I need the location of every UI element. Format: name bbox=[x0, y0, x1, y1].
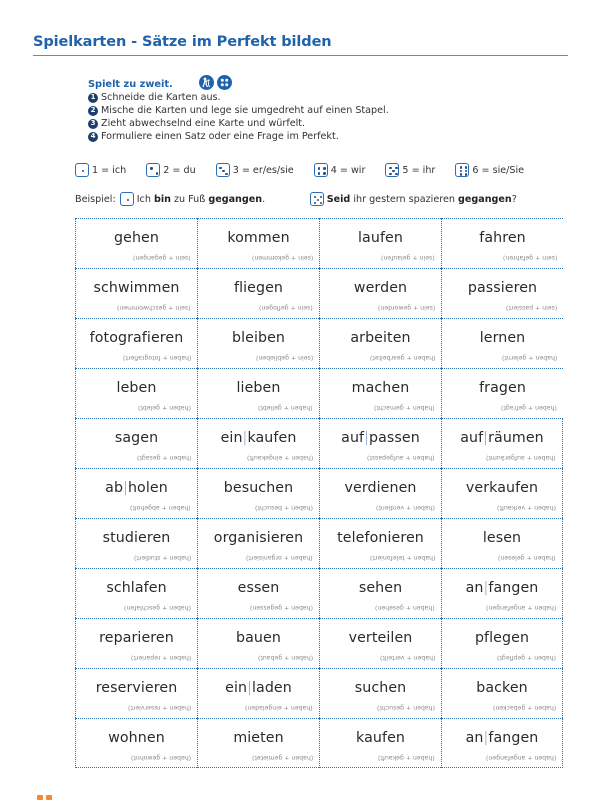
verb-infinitive: arbeiten bbox=[350, 330, 411, 346]
die-face-3-icon bbox=[216, 163, 230, 177]
dice-legend-item bbox=[455, 163, 524, 177]
dice-legend-label: 5 = ihr bbox=[402, 164, 436, 176]
step-4 bbox=[88, 130, 389, 143]
step-number: 2 bbox=[88, 106, 98, 116]
card-row bbox=[75, 318, 563, 368]
verb-infinitive: besuchen bbox=[223, 480, 294, 496]
verb-infinitive: sehen bbox=[358, 580, 403, 596]
perfect-form-hint: (sein + passiert) bbox=[505, 304, 557, 311]
card-row bbox=[75, 618, 563, 668]
verb-card bbox=[441, 668, 563, 718]
page-corner-mark bbox=[37, 795, 43, 800]
example-sentence-2 bbox=[310, 192, 517, 206]
perfect-form-hint: (haben + verteilt) bbox=[379, 654, 435, 661]
verb-card bbox=[441, 718, 563, 768]
verb-card bbox=[75, 468, 197, 518]
verb-infinitive: laufen bbox=[358, 230, 403, 246]
perfect-form-hint: (haben + gewohnt) bbox=[130, 754, 191, 761]
perfect-form-hint: (haben + gemietet) bbox=[251, 754, 313, 761]
die-face-1-icon bbox=[120, 192, 134, 206]
verb-card bbox=[197, 218, 319, 268]
card-row bbox=[75, 468, 563, 518]
example-sentence-1 bbox=[120, 192, 288, 206]
perfect-form-hint: (haben + eingeladen) bbox=[245, 704, 313, 711]
verb-infinitive: ab|holen bbox=[105, 480, 168, 496]
perfect-form-hint: (haben + organisiert) bbox=[246, 554, 313, 561]
verb-infinitive: verkaufen bbox=[465, 480, 539, 496]
dice-legend-label: 2 = du bbox=[163, 164, 196, 176]
verb-card bbox=[319, 668, 441, 718]
verb-infinitive: suchen bbox=[354, 680, 407, 696]
perfect-form-hint: (haben + geliebt) bbox=[258, 404, 313, 411]
perfect-form-hint: (haben + aufgeräumt) bbox=[486, 454, 556, 461]
verb-infinitive: fliegen bbox=[233, 280, 284, 296]
verb-card bbox=[319, 568, 441, 618]
perfect-form-hint: (haben + gelernt) bbox=[501, 354, 557, 361]
perfect-form-hint: (sein + gekommen) bbox=[251, 254, 313, 261]
verb-infinitive: essen bbox=[237, 580, 280, 596]
perfect-form-hint: (haben + gelebt) bbox=[138, 404, 191, 411]
verb-card bbox=[75, 668, 197, 718]
verb-infinitive: auf|passen bbox=[341, 430, 420, 446]
step-text: Formuliere einen Satz oder eine Frage im Perfekt. bbox=[101, 131, 339, 142]
verb-card bbox=[441, 518, 563, 568]
die-face-4-icon bbox=[314, 163, 328, 177]
verb-card bbox=[319, 618, 441, 668]
verb-card bbox=[319, 218, 441, 268]
verb-infinitive: schlafen bbox=[106, 580, 167, 596]
step-1 bbox=[88, 91, 389, 104]
verb-card bbox=[75, 318, 197, 368]
verb-card bbox=[75, 418, 197, 468]
step-number: 3 bbox=[88, 119, 98, 129]
perfect-form-hint: (haben + gepflegt) bbox=[496, 654, 556, 661]
perfect-form-hint: (haben + reserviert) bbox=[127, 704, 191, 711]
perfect-form-hint: (haben + studiert) bbox=[133, 554, 191, 561]
verb-card bbox=[197, 518, 319, 568]
verb-infinitive: lernen bbox=[479, 330, 526, 346]
verb-infinitive: lieben bbox=[236, 380, 281, 396]
verb-card bbox=[441, 618, 563, 668]
separable-prefix-divider: | bbox=[364, 430, 370, 446]
step-number: 1 bbox=[88, 93, 98, 103]
verb-card bbox=[75, 368, 197, 418]
perfect-form-hint: (haben + fotografiert) bbox=[122, 354, 191, 361]
verb-infinitive: verteilen bbox=[348, 630, 413, 646]
step-text: Zieht abwechselnd eine Karte und würfelt. bbox=[101, 118, 306, 129]
step-text: Mische die Karten und lege sie umgedreht auf einen Stapel. bbox=[101, 105, 389, 116]
perfect-form-hint: (haben + gebacken) bbox=[492, 704, 556, 711]
verb-infinitive: schwimmen bbox=[93, 280, 180, 296]
instructions bbox=[88, 78, 389, 143]
verb-infinitive: leben bbox=[116, 380, 157, 396]
die-face-5-icon bbox=[310, 192, 324, 206]
dice-legend-item bbox=[75, 163, 126, 177]
verb-infinitive: gehen bbox=[114, 230, 159, 246]
verb-card bbox=[319, 368, 441, 418]
verb-infinitive: studieren bbox=[102, 530, 171, 546]
perfect-form-hint: (sein + gelaufen) bbox=[381, 254, 435, 261]
card-row bbox=[75, 368, 563, 418]
perfect-form-hint: (sein + geflogen) bbox=[259, 304, 313, 311]
verb-card bbox=[441, 418, 563, 468]
verb-card bbox=[197, 668, 319, 718]
verb-infinitive: fotografieren bbox=[89, 330, 184, 346]
perfect-form-hint: (haben + eingekauft) bbox=[246, 454, 313, 461]
separable-prefix-divider: | bbox=[483, 730, 489, 746]
dice-legend bbox=[75, 163, 524, 177]
card-row bbox=[75, 718, 563, 768]
verb-card bbox=[197, 468, 319, 518]
dice-legend-item bbox=[216, 163, 294, 177]
verb-card bbox=[319, 268, 441, 318]
dice-legend-label: 1 = ich bbox=[92, 164, 127, 176]
verb-card bbox=[75, 618, 197, 668]
perfect-form-hint: (haben + verkauft) bbox=[496, 504, 556, 511]
verb-infinitive: machen bbox=[351, 380, 410, 396]
perfect-form-hint: (haben + gesehen) bbox=[375, 604, 435, 611]
verb-card bbox=[441, 268, 563, 318]
example-sentence-2-text: Seid ihr gestern spazieren gegangen? bbox=[326, 193, 517, 205]
perfect-form-hint: (sein + gegangen) bbox=[133, 254, 191, 261]
example-label: Beispiel: bbox=[75, 193, 116, 205]
example-row bbox=[75, 192, 565, 206]
separable-prefix-divider: | bbox=[123, 480, 128, 496]
perfect-form-hint: (haben + gefragt) bbox=[501, 404, 557, 411]
activity-badges bbox=[199, 75, 232, 90]
verb-infinitive: organisieren bbox=[213, 530, 304, 546]
perfect-form-hint: (haben + angefangen) bbox=[485, 754, 556, 761]
verb-infinitive: bauen bbox=[236, 630, 281, 646]
dice-legend-item bbox=[146, 163, 195, 177]
verb-card bbox=[197, 568, 319, 618]
verb-card bbox=[75, 218, 197, 268]
verb-card bbox=[75, 268, 197, 318]
verb-infinitive: wohnen bbox=[108, 730, 165, 746]
verb-card bbox=[197, 368, 319, 418]
card-row bbox=[75, 518, 563, 568]
perfect-form-hint: (haben + gesagt) bbox=[136, 454, 191, 461]
verb-infinitive: kommen bbox=[227, 230, 290, 246]
verb-card bbox=[197, 718, 319, 768]
example-sentence-1-text: Ich bin zu Fuß gegangen. bbox=[136, 193, 266, 205]
step-text: Schneide die Karten aus. bbox=[101, 92, 221, 103]
verb-infinitive: fahren bbox=[479, 230, 526, 246]
perfect-form-hint: (sein + geblieben) bbox=[255, 354, 313, 361]
verb-card bbox=[75, 718, 197, 768]
verb-infinitive: passieren bbox=[467, 280, 538, 296]
verb-card bbox=[197, 618, 319, 668]
perfect-form-hint: (haben + angefangen) bbox=[485, 604, 556, 611]
perfect-form-hint: (haben + telefoniert) bbox=[369, 554, 435, 561]
separable-prefix-divider: | bbox=[242, 430, 248, 446]
die-face-6-icon bbox=[455, 163, 469, 177]
verb-infinitive: reservieren bbox=[95, 680, 178, 696]
dice-legend-label: 4 = wir bbox=[330, 164, 366, 176]
verb-card bbox=[441, 318, 563, 368]
perfect-form-hint: (haben + gegessen) bbox=[250, 604, 313, 611]
verb-card bbox=[197, 318, 319, 368]
perfect-form-hint: (haben + verdient) bbox=[375, 504, 435, 511]
verb-infinitive: kaufen bbox=[356, 730, 405, 746]
verb-card bbox=[319, 518, 441, 568]
verb-infinitive: ein|kaufen bbox=[220, 430, 297, 446]
verb-card bbox=[319, 718, 441, 768]
page-corner-mark bbox=[46, 795, 52, 800]
perfect-form-hint: (haben + gesucht) bbox=[377, 704, 435, 711]
perfect-form-hint: (haben + repariert) bbox=[130, 654, 191, 661]
verb-infinitive: telefonieren bbox=[337, 530, 424, 546]
verb-card bbox=[441, 468, 563, 518]
step-number: 4 bbox=[88, 132, 98, 142]
separable-prefix-divider: | bbox=[483, 580, 489, 596]
die-face-1-icon bbox=[75, 163, 89, 177]
verb-infinitive: pflegen bbox=[474, 630, 530, 646]
perfect-form-hint: (haben + gearbeitet) bbox=[369, 354, 435, 361]
instructions-lead bbox=[88, 78, 389, 91]
verb-card bbox=[441, 368, 563, 418]
verb-infinitive: an|fangen bbox=[465, 580, 539, 596]
dice-legend-item bbox=[314, 163, 366, 177]
perfect-form-hint: (haben + besucht) bbox=[255, 504, 313, 511]
card-row bbox=[75, 418, 563, 468]
verb-card bbox=[75, 518, 197, 568]
verb-infinitive: sagen bbox=[114, 430, 159, 446]
verb-card bbox=[319, 318, 441, 368]
verb-card bbox=[319, 468, 441, 518]
separable-prefix-divider: | bbox=[483, 430, 489, 446]
title-divider bbox=[33, 55, 568, 56]
card-row bbox=[75, 268, 563, 318]
step-2 bbox=[88, 104, 389, 117]
perfect-form-hint: (sein + geschwommen) bbox=[117, 304, 191, 311]
perfect-form-hint: (haben + aufgepasst) bbox=[367, 454, 435, 461]
perfect-form-hint: (sein + geworden) bbox=[377, 304, 435, 311]
perfect-form-hint: (haben + gelesen) bbox=[498, 554, 556, 561]
verb-infinitive: mieten bbox=[233, 730, 284, 746]
verb-infinitive: fragen bbox=[479, 380, 526, 396]
verb-infinitive: verdienen bbox=[344, 480, 417, 496]
verb-card bbox=[441, 568, 563, 618]
verb-infinitive: backen bbox=[476, 680, 528, 696]
verb-infinitive: auf|räumen bbox=[460, 430, 544, 446]
verb-card bbox=[197, 418, 319, 468]
verb-infinitive: werden bbox=[353, 280, 408, 296]
verb-infinitive: lesen bbox=[482, 530, 522, 546]
verb-card bbox=[441, 218, 563, 268]
perfect-form-hint: (haben + abgeholt) bbox=[130, 504, 191, 511]
verb-card bbox=[197, 268, 319, 318]
lead-text: Spielt zu zweit. bbox=[88, 79, 173, 90]
verb-card bbox=[75, 568, 197, 618]
perfect-form-hint: (haben + geschlafen) bbox=[123, 604, 191, 611]
card-grid bbox=[75, 218, 563, 768]
perfect-form-hint: (haben + gebaut) bbox=[257, 654, 313, 661]
dice-legend-label: 6 = sie/Sie bbox=[472, 164, 525, 176]
card-row bbox=[75, 218, 563, 268]
group-work-icon bbox=[217, 75, 232, 90]
perfect-form-hint: (sein + gefahren) bbox=[502, 254, 557, 261]
perfect-form-hint: (haben + gekauft) bbox=[378, 754, 435, 761]
step-3 bbox=[88, 117, 389, 130]
card-row bbox=[75, 568, 563, 618]
dice-legend-item bbox=[385, 163, 435, 177]
verb-card bbox=[319, 418, 441, 468]
partner-work-icon bbox=[199, 75, 214, 90]
verb-infinitive: an|fangen bbox=[465, 730, 539, 746]
verb-infinitive: bleiben bbox=[231, 330, 286, 346]
verb-infinitive: ein|laden bbox=[225, 680, 292, 696]
verb-infinitive: reparieren bbox=[99, 630, 174, 646]
separable-prefix-divider: | bbox=[247, 680, 252, 696]
page-title: Spielkarten - Sätze im Perfekt bilden bbox=[33, 34, 332, 50]
card-row bbox=[75, 668, 563, 718]
die-face-2-icon bbox=[146, 163, 160, 177]
perfect-form-hint: (haben + gemacht) bbox=[374, 404, 435, 411]
die-face-5-icon bbox=[385, 163, 399, 177]
dice-legend-label: 3 = er/es/sie bbox=[232, 164, 294, 176]
